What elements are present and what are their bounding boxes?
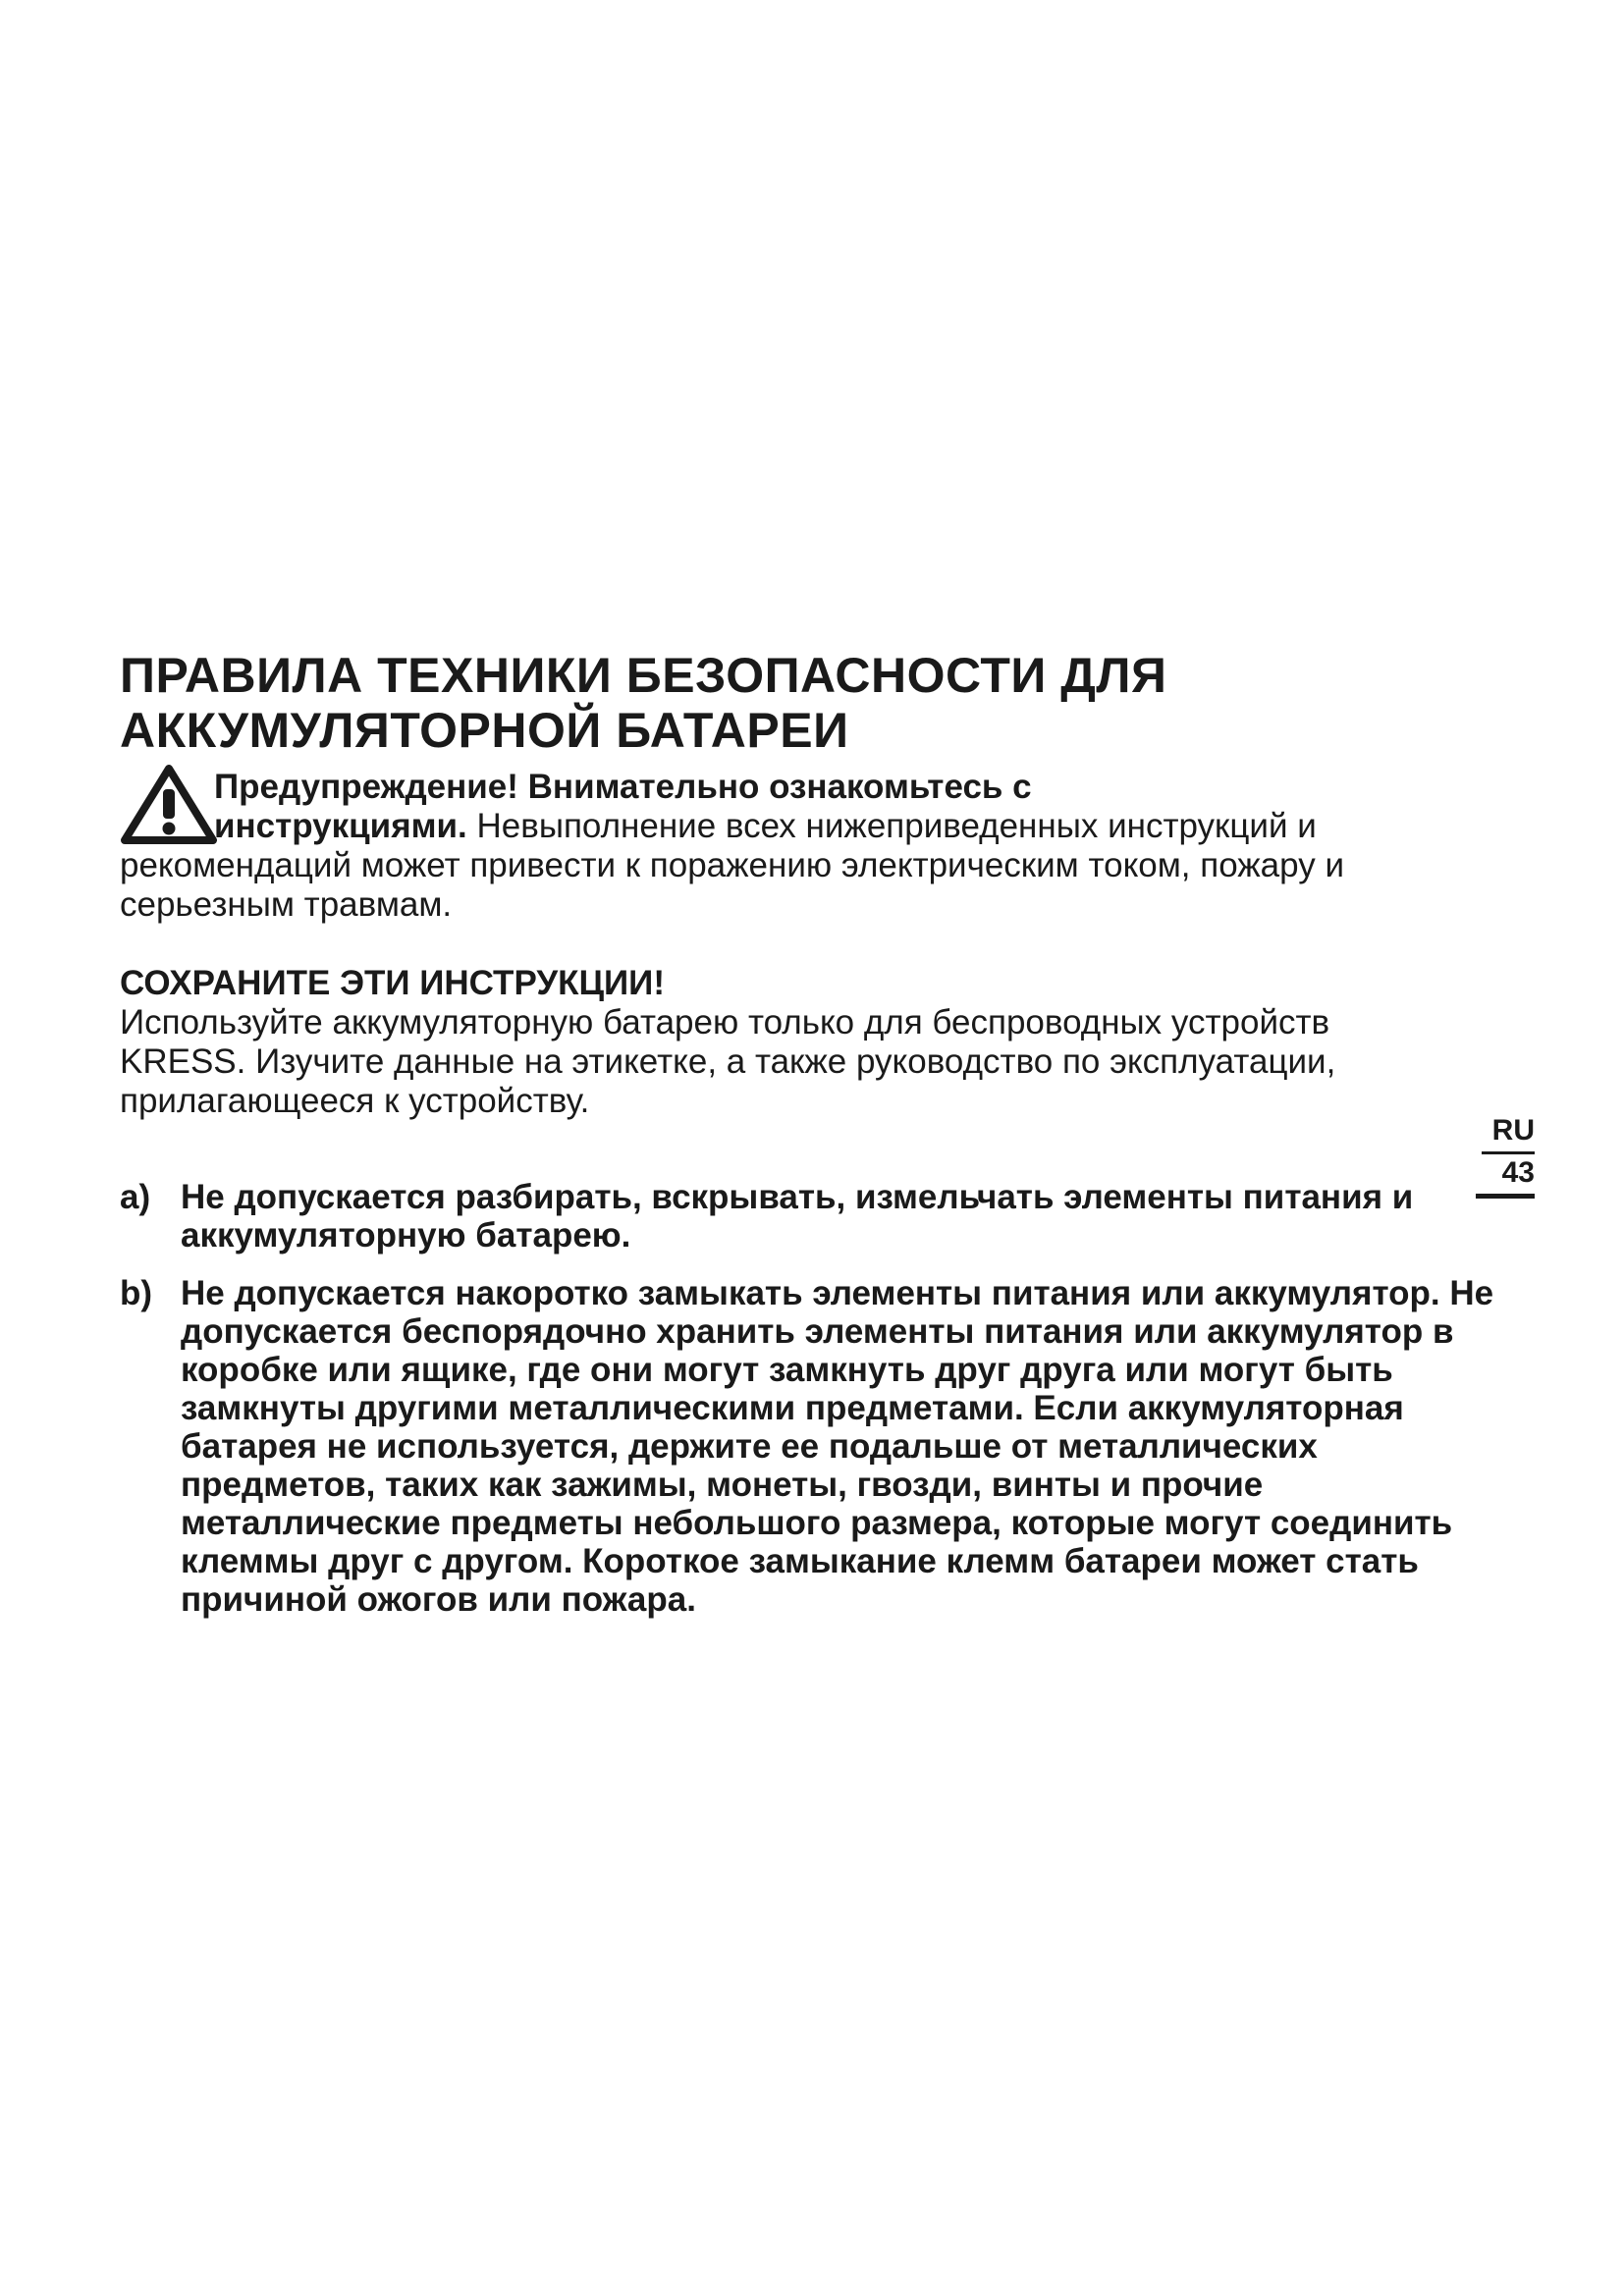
warning-text: Невыполнение всех нижеприведенных инструкций и рекомендаций может привести к поражению электрическим током, пожару и серьезным травмам. [120, 807, 1344, 924]
divider [1476, 1194, 1535, 1199]
warning-lead-continued: инструкциями. [214, 807, 467, 845]
list-item-text: Не допускается разбирать, вскрывать, измельчать элементы питания и аккумуляторную батарею. [181, 1178, 1414, 1255]
safety-rules-list [120, 1178, 1494, 1619]
document-content [120, 648, 1494, 1638]
language-page-tab [1476, 1114, 1535, 1199]
intro-paragraph: Используйте аккумуляторную батарею только для беспроводных устройств KRESS. Изучите данные на этикетке, а также руководство по эксплуатации, прилагающееся к устройству. [120, 1003, 1336, 1120]
page-title: ПРАВИЛА ТЕХНИКИ БЕЗОПАСНОСТИ ДЛЯ АККУМУЛЯТОРНОЙ БАТАРЕИ [120, 648, 1167, 758]
warning-label: Предупреждение! [214, 768, 518, 806]
list-marker: a) [120, 1178, 151, 1216]
save-instructions-heading: СОХРАНИТЕ ЭТИ ИНСТРУКЦИИ! [120, 964, 665, 1002]
page-number: 43 [1501, 1156, 1535, 1189]
warning-lead: Внимательно ознакомьтесь с [527, 768, 1032, 806]
warning-block [120, 768, 1475, 925]
list-item [120, 1178, 1494, 1255]
divider [1482, 1151, 1535, 1154]
list-marker: b) [120, 1274, 153, 1312]
list-item-text: Не допускается накоротко замыкать элементы питания или аккумулятор. Не допускается беспорядочно хранить элементы питания или аккумулятор в коробке или ящике, где они могут замкнуть друг друга или могут быть замкнуты другими металлическими предметами. Если аккумуляторная батарея не используется, держите ее подальше от металлических предметов, таких как зажимы, монеты, гвозди, винты и прочие металлические предметы небольшого размера, которые могут соединить клеммы друг с другом. Короткое замыкание клемм батареи может стать причиной ожогов или пожара. [181, 1274, 1494, 1619]
warning-triangle-icon [120, 764, 218, 846]
language-code: RU [1491, 1114, 1535, 1147]
list-item [120, 1274, 1494, 1619]
